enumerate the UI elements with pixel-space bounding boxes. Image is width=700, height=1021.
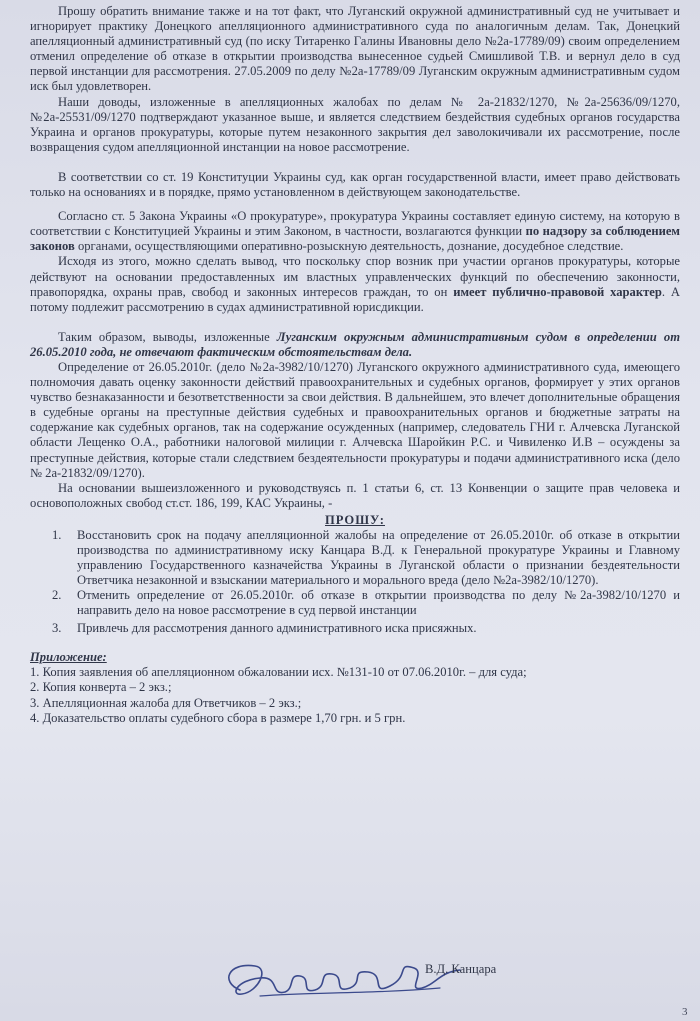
request-text: Восстановить срок на подачу апелляционной жалобы на определение от 26.05.2010г. об отказе в открытии производства по административному иску Канцара В.Д. к Генеральной прокуратуре Украины и Главному управлению Государственного казначейства Украины в Луганской области о признании бездеятельности Ответчика незаконной и взыскании материального и морального вреда (дело №2а-3982/10/1270). [77, 528, 680, 588]
request-item-2 [30, 588, 680, 618]
p4-text-1: Согласно ст. 5 Закона Украины «О прокуратуре», прокуратура Украины составляет единую систему, на которую в соответствии с Конституцией Украины и этим Законом, в частности, возлагаются функции [30, 209, 680, 239]
paragraph-3: В соответствии со ст. 19 Конституции Украины суд, как орган государственной власти, имеет право действовать только на основаниях и в порядке, прямо установленном в действующем законодательстве. [30, 169, 680, 200]
paragraph-5 [30, 254, 680, 314]
appendix-list [30, 665, 680, 727]
p5-text-1: Исходя из этого, можно сделать вывод, что поскольку спор возник при участии органов прокуратуры, которые действуют на основании предоставленных им властных управленческих функций по обеспечению законности, правопорядка, охраны прав, свобод и законных интересов граждан, то он [30, 254, 680, 299]
document-body [30, 4, 680, 727]
p5-bold: имеет публично-правовой характер [453, 284, 662, 299]
request-text: Привлечь для рассмотрения данного административного иска присяжных. [77, 620, 477, 635]
request-number: 3. [52, 620, 62, 635]
request-item-3 [30, 621, 680, 636]
p5-text-2: . А потому подлежит рассмотрению в судах административной юрисдикции. [30, 284, 680, 314]
request-heading: ПРОШУ: [325, 512, 385, 527]
p4-text-2: органами, осуществляющими оперативно-розыскную деятельность, дознание, досудебное следствие. [74, 239, 624, 254]
request-item-1 [30, 528, 680, 588]
paragraph-7: Определение от 26.05.2010г. (дело №2а-3982/10/1270) Луганского окружного административного суда, имеющего полномочия давать оценку законности действий правоохранительных и судебных органов, формирует у этих органов чувство безнаказанности и безответственности за свои действия. В дальнейшем, это влечет дополнительные обращения в судебные органы на преступные действия судебных и правоохранительных органов и бюджетные затраты на содержание как судебных органов, так на содержание осужденных (например, следователь ГНИ г. Алчевска Луганской области Лещенко О.А., работники налоговой милиции г. Алчевска Шаройкин Р.С. и Чивиленко И.В – осуждены за преступные действия, которые стали следствием бездеятельности прокуратуры и подачи административного иска (дело № 2а-21832/09/1270). [30, 359, 680, 480]
p6-text: Таким образом, выводы, изложенные [58, 329, 277, 344]
paragraph-6 [30, 330, 680, 360]
appendix-title: Приложение: [30, 649, 107, 664]
p6-italic: Луганским окружным административным судом в определении от 26.05.2010 года, не отвечают фактическим обстоятельствам дела. [30, 329, 680, 359]
corner-mark [0, 0, 1, 9]
appendix-item-2: 2. Копия конверта – 2 экз.; [30, 680, 172, 695]
paragraph-2: Наши доводы, изложенные в апелляционных жалобах по делам № 2а-21832/1270, №2а-25636/09/1270, №2а-25531/09/1270 подтверждают указанное выше, и является следствием бездействия судебных органов государства Украина и органов прокуратуры, которые путем незаконного закрытия дел заволокичивали их рассмотрение, после возвращения судом апелляционной инстанции на новое рассмотрение. [30, 94, 680, 154]
appendix-item-1: 1. Копия заявления об апелляционном обжаловании исх. №131-10 от 07.06.2010г. – для суда; [30, 664, 527, 679]
paragraph-4 [30, 209, 680, 254]
p4-bold: по надзору за соблюдением законов [30, 224, 680, 254]
handwritten-signature [200, 952, 500, 1012]
request-text: Отменить определение от 26.05.2010г. об отказе в открытии производства по делу №2а-3982/10/1270 и направить дело на новое рассмотрение в суд первой инстанции [77, 588, 680, 618]
appendix-item-4: 4. Доказательство оплаты судебного сбора в размере 1,70 грн. и 5 грн. [30, 711, 406, 726]
appendix-item-3: 3. Апелляционная жалоба для Ответчиков – 2 экз.; [30, 695, 302, 710]
paragraph-8: На основании вышеизложенного и руководствуясь п. 1 статьи 6, ст. 13 Конвенции о защите прав человека и основоположных свобод ст.ст. 186, 199, КАС Украины, - [30, 480, 680, 510]
page-number: 3 [682, 1006, 688, 1018]
signer-name: В.Д. Канцара [425, 962, 497, 976]
request-list [30, 528, 680, 636]
request-number: 1. [52, 528, 62, 542]
paragraph-1: Прошу обратить внимание также и на тот факт, что Луганский окружной административный суд не учитывает и игнорирует практику Донецкого апелляционного административного суда по аналогичным делам. Так, Донецкий апелляционный административный суд (по иску Титаренко Галины Ивановны дело №2а-17789/09) своим определением отменил определение об отказе в открытии производства вынесенное судьей Смишливой Т.В. и вернул дело в суд первой инстанции для рассмотрения. 27.05.2009 по делу №2а-17789/09 Луганским окружным административным судом иск был удовлетворен. [30, 4, 680, 94]
request-number: 2. [52, 588, 62, 603]
